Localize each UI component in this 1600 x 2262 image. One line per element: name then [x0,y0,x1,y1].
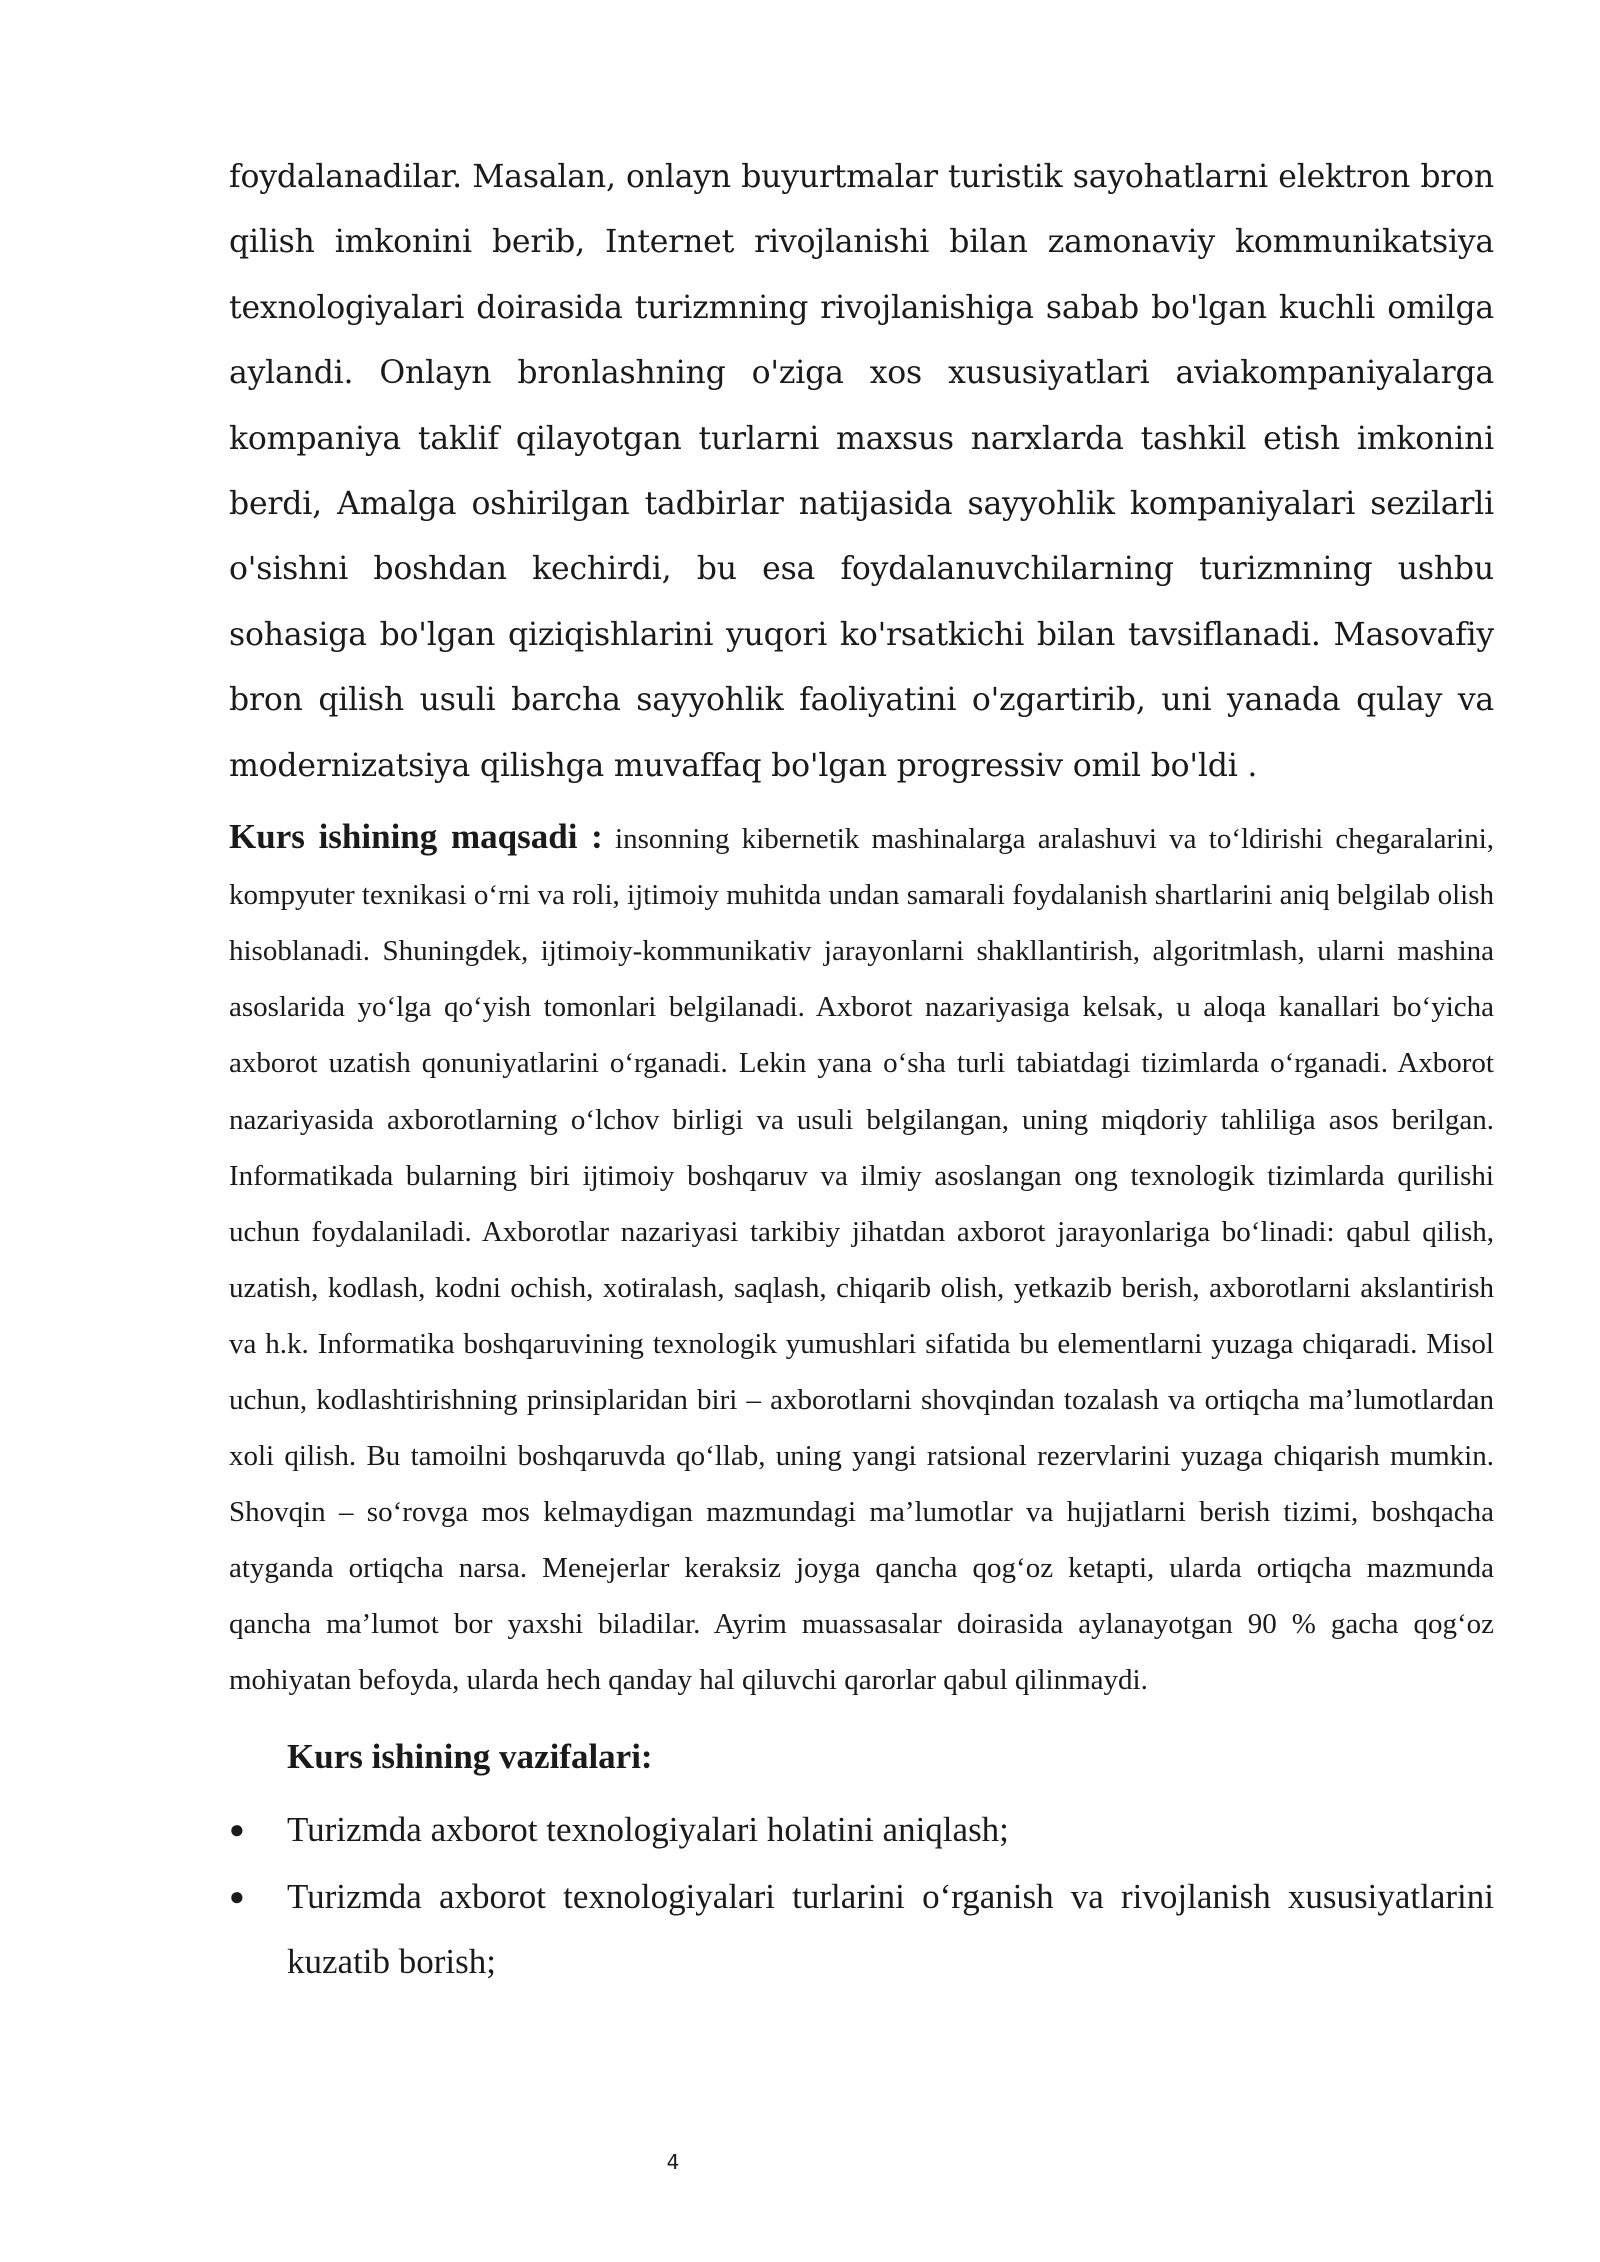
tasks-list [229,1797,1494,1994]
goal-heading: Kurs ishining maqsadi : [229,817,603,857]
bullet-icon: ● [229,1814,245,1844]
tasks-heading: Kurs ishining vazifalari: [287,1736,653,1776]
goal-paragraph [229,809,1494,1709]
page-number: 4 [666,2150,680,2174]
task-text: Turizmda axborot texnologiyalari turlarini o‘rganish va rivojlanish xususiyatlarini kuzatib borish; [287,1876,1494,1981]
goal-text: insonning kibernetik mashinalarga aralashuvi va to‘ldirishi chegaralarini, kompyuter texnikasi o‘rni va roli, ijtimoiy muhitda undan samarali foydalanish shartlarini aniq belgilab olish hisoblanadi. Shuningdek, ijtimoiy-kommunikativ jarayonlarni shakllantirish, algoritmlash, ularni mashina asoslarida yo‘lga qo‘yish tomonlari belgilanadi. Axborot nazariyasiga kelsak, u aloqa kanallari bo‘yicha axborot uzatish qonuniyatlarini o‘rganadi. Lekin yana o‘sha turli tabiatdagi tizimlarda o‘rganadi. Axborot nazariyasida axborotlarning o‘lchov birligi va usuli belgilangan, uning miqdoriy tahliliga asos berilgan. Informatikada bularning biri ijtimoiy boshqaruv va ilmiy asoslangan ong texnologik tizimlarda qurilishi uchun foydalaniladi. Axborotlar nazariyasi tarkibiy jihatdan axborot jarayonlariga bo‘linadi: qabul qilish, uzatish, kodlash, kodni ochish, xotiralash, saqlash, chiqarib olish, yetkazib berish, axborotlarni akslantirish va h.k. Informatika boshqaruvining texnologik yumushlari sifatida bu elementlarni yuzaga chiqaradi. Misol uchun, kodlashtirishning prinsiplaridan biri – axborotlarni shovqindan tozalash va ortiqcha ma’lumotlardan xoli qilish. Bu tamoilni boshqaruvda qo‘llab, uning yangi ratsional rezervlarini yuzaga chiqarish mumkin. Shovqin – so‘rovga mos kelmaydigan mazmundagi ma’lumotlar va hujjatlarni berish tizimi, boshqacha atyganda ortiqcha narsa. Menejerlar keraksiz joyga qancha qog‘oz ketapti, ularda ortiqcha mazmunda qancha ma’lumot bor yaxshi biladilar. Ayrim muassasalar doirasida aylanayotgan 90 % gacha qog‘oz mohiyatan befoyda, ularda hech qanday hal qiluvchi qarorlar qabul qilinmaydi. [229,823,1494,1697]
intro-paragraph: foydalanadilar. Masalan, onlayn buyurtmalar turistik sayohatlarni elektron bron qilish imkonini berib, Internet rivojlanishi bilan zamonaviy kommunikatsiya texnologiyalari doirasida turizmning rivojlanishiga sabab bo'lgan kuchli omilga aylandi. Onlayn bronlashning o'ziga xos xususiyatlari aviakompaniyalarga kompaniya taklif qilayotgan turlarni maxsus narxlarda tashkil etish imkonini berdi, Amalga oshirilgan tadbirlar natijasida sayyohlik kompaniyalari sezilarli o'sishni boshdan kechirdi, bu esa foydalanuvchilarning turizmning ushbu sohasiga bo'lgan qiziqishlarini yuqori ko'rsatkichi bilan tavsiflanadi. Masovafiy bron qilish usuli barcha sayyohlik faoliyatini o'zgartirib, uni yanada qulay va modernizatsiya qilishga muvaffaq bo'lgan progressiv omil bo'ldi . [229,159,1494,784]
list-item [229,1864,1494,1994]
bullet-icon: ● [229,1881,245,1911]
document-page [229,145,1494,1996]
task-text: Turizmda axborot texnologiyalari holatini aniqlash; [287,1809,1009,1849]
list-item [229,1797,1494,1862]
